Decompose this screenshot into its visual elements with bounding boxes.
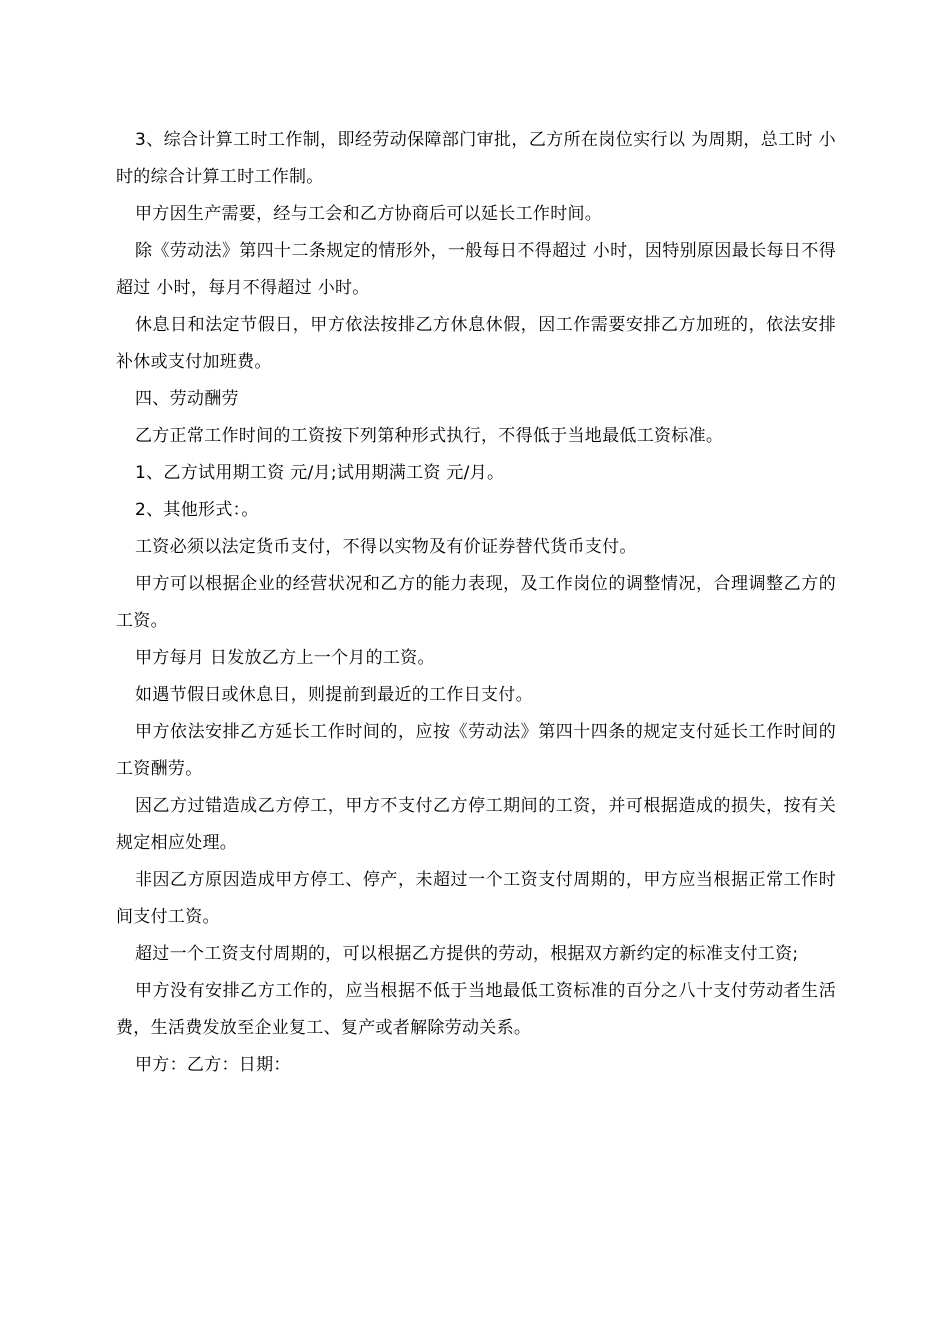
paragraph-living-allowance: 甲方没有安排乙方工作的，应当根据不低于当地最低工资标准的百分之八十支付劳动者生活费，生活费发放至企业复工、复产或者解除劳动关系。 bbox=[116, 981, 836, 1038]
paragraph-probation-wage: 1、乙方试用期工资 元/月;试用期满工资 元/月。 bbox=[135, 463, 505, 483]
paragraph-comprehensive-hours: 3、综合计算工时工作制，即经劳动保障部门审批，乙方所在岗位实行以 为周期，总工时 小时的综合计算工时工作制。 bbox=[116, 130, 836, 187]
paragraph-holidays: 休息日和法定节假日，甲方依法按排乙方休息休假，因工作需要安排乙方加班的，依法安排补休或支付加班费。 bbox=[116, 315, 836, 372]
paragraph-non-fault-stoppage: 非因乙方原因造成甲方停工、停产，未超过一个工资支付周期的，甲方应当根据正常工作时间支付工资。 bbox=[116, 870, 836, 927]
signature-line: 甲方：乙方：日期： bbox=[135, 1055, 291, 1075]
paragraph-overtime-limits: 除《劳动法》第四十二条规定的情形外，一般每日不得超过 小时，因特别原因最长每日不得超过 小时，每月不得超过 小时。 bbox=[116, 241, 836, 298]
paragraph-holiday-payment: 如遇节假日或休息日，则提前到最近的工作日支付。 bbox=[135, 685, 533, 705]
paragraph-wage-adjustment: 甲方可以根据企业的经营状况和乙方的能力表现，及工作岗位的调整情况，合理调整乙方的工资。 bbox=[116, 574, 836, 631]
paragraph-overtime-pay: 甲方依法安排乙方延长工作时间的，应按《劳动法》第四十四条的规定支付延长工作时间的工资酬劳。 bbox=[116, 722, 836, 779]
paragraph-wage-form: 乙方正常工作时间的工资按下列第种形式执行，不得低于当地最低工资标准。 bbox=[135, 426, 724, 446]
paragraph-pay-day: 甲方每月 日发放乙方上一个月的工资。 bbox=[135, 648, 435, 668]
paragraph-overtime-negotiation: 甲方因生产需要，经与工会和乙方协商后可以延长工作时间。 bbox=[135, 204, 603, 224]
paragraph-fault-stoppage: 因乙方过错造成乙方停工，甲方不支付乙方停工期间的工资，并可根据造成的损失，按有关规定相应处理。 bbox=[116, 796, 836, 853]
paragraph-other-forms: 2、其他形式：。 bbox=[135, 500, 259, 520]
section-heading-remuneration: 四、劳动酬劳 bbox=[135, 389, 239, 409]
paragraph-legal-currency: 工资必须以法定货币支付，不得以实物及有价证券替代货币支付。 bbox=[135, 537, 637, 557]
paragraph-exceeding-period: 超过一个工资支付周期的，可以根据乙方提供的劳动，根据双方新约定的标准支付工资; bbox=[135, 944, 799, 964]
document-body bbox=[116, 122, 836, 1084]
